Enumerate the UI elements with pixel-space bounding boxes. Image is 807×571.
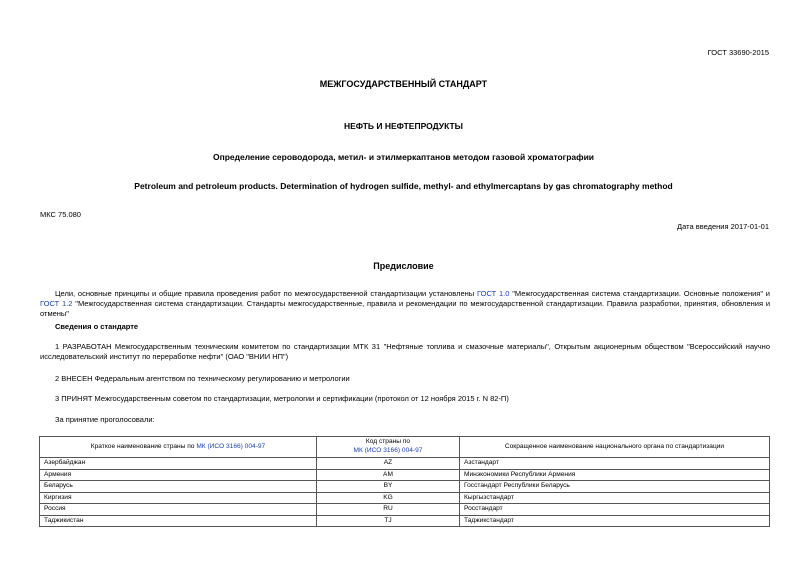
voting-countries-table bbox=[39, 436, 770, 527]
preface-paragraph-1 bbox=[40, 289, 770, 318]
document-title: НЕФТЬ И НЕФТЕПРОДУКТЫ bbox=[344, 121, 463, 131]
body-cell: Кыргызстандарт bbox=[460, 492, 770, 504]
table-row bbox=[40, 504, 770, 516]
body-cell: Росстандарт bbox=[460, 504, 770, 516]
country-cell: Таджикистан bbox=[40, 515, 317, 527]
table-row bbox=[40, 515, 770, 527]
country-cell: Азербайджан bbox=[40, 458, 317, 470]
code-cell: BY bbox=[317, 481, 460, 493]
gost-1-0-link[interactable]: ГОСТ 1.0 bbox=[476, 289, 510, 298]
header-standards-body: Сокращенное наименование национального органа по стандартизации bbox=[460, 437, 770, 458]
preface-heading: Предисловие bbox=[373, 261, 434, 271]
code-cell: RU bbox=[317, 504, 460, 516]
developed-by-paragraph: 1 РАЗРАБОТАН Межгосударственным техническим комитетом по стандартизации МТК 31 "Нефтяные топлива и смазочные материалы", Открытым акционерным обществом "Всероссийский научно исследовательский институт по переработке нефти" (ОАО "ВНИИ НП") bbox=[40, 342, 770, 361]
header-code-text: Код страны по bbox=[365, 438, 411, 446]
country-cell: Армения bbox=[40, 469, 317, 481]
introduced-by-paragraph: 2 ВНЕСЕН Федеральным агентством по техническому регулированию и метрологии bbox=[55, 374, 350, 383]
header-country-name bbox=[40, 437, 317, 458]
mks-code: МКС 75.080 bbox=[40, 210, 81, 219]
table-row bbox=[40, 458, 770, 470]
body-cell: Госстандарт Республики Беларусь bbox=[460, 481, 770, 493]
body-cell: Минэкономики Республики Армения bbox=[460, 469, 770, 481]
standard-info-heading: Сведения о стандарте bbox=[55, 322, 139, 331]
code-cell: AZ bbox=[317, 458, 460, 470]
table-row bbox=[40, 492, 770, 504]
body-cell: Азстандарт bbox=[460, 458, 770, 470]
code-cell: TJ bbox=[317, 515, 460, 527]
table-row bbox=[40, 481, 770, 493]
header-country-text: Краткое наименование страны по bbox=[90, 442, 197, 450]
p1-text-b: "Межгосударственная система стандартизации. Основные положения" и bbox=[509, 289, 771, 298]
code-cell: AM bbox=[317, 469, 460, 481]
body-cell: Таджикстандарт bbox=[460, 515, 770, 527]
country-cell: Киргизия bbox=[40, 492, 317, 504]
table-row bbox=[40, 469, 770, 481]
mk-iso-link[interactable]: МК (ИСО 3166) 004-97 bbox=[196, 442, 266, 450]
introduction-date: Дата введения 2017-01-01 bbox=[677, 222, 769, 231]
voted-for-paragraph: За принятие проголосовали: bbox=[55, 415, 155, 424]
adopted-by-paragraph: 3 ПРИНЯТ Межгосударственным советом по стандартизации, метрологии и сертификации (протокол от 12 ноября 2015 г. N 82-П) bbox=[55, 394, 509, 403]
standard-heading: МЕЖГОСУДАРСТВЕННЫЙ СТАНДАРТ bbox=[319, 79, 488, 89]
code-cell: KG bbox=[317, 492, 460, 504]
p1-text-a: Цели, основные принципы и общие правила проведения работ по межгосударственной стандартизации установлены bbox=[55, 289, 477, 298]
mk-iso-code-link[interactable]: МК (ИСО 3166) 004-97 bbox=[353, 447, 423, 454]
country-cell: Беларусь bbox=[40, 481, 317, 493]
document-subtitle: Определение сероводорода, метил- и этилмеркаптанов методом газовой хроматографии bbox=[212, 152, 595, 162]
document-code: ГОСТ 33690-2015 bbox=[707, 48, 769, 57]
header-country-code bbox=[317, 437, 460, 458]
gost-1-2-link[interactable]: ГОСТ 1.2 bbox=[40, 298, 73, 308]
p1-text-c: "Межгосударственная система стандартизации. Стандарты межгосударственные, правила и рекомендации по межгосударственной стандартизации. Правила разработки, принятия, обновления и отмены" bbox=[40, 298, 771, 318]
table-header-row bbox=[40, 437, 770, 458]
country-cell: Россия bbox=[40, 504, 317, 516]
english-title: Petroleum and petroleum products. Determination of hydrogen sulfide, methyl- and ethylmercaptans by gas chromatography method bbox=[134, 181, 673, 191]
